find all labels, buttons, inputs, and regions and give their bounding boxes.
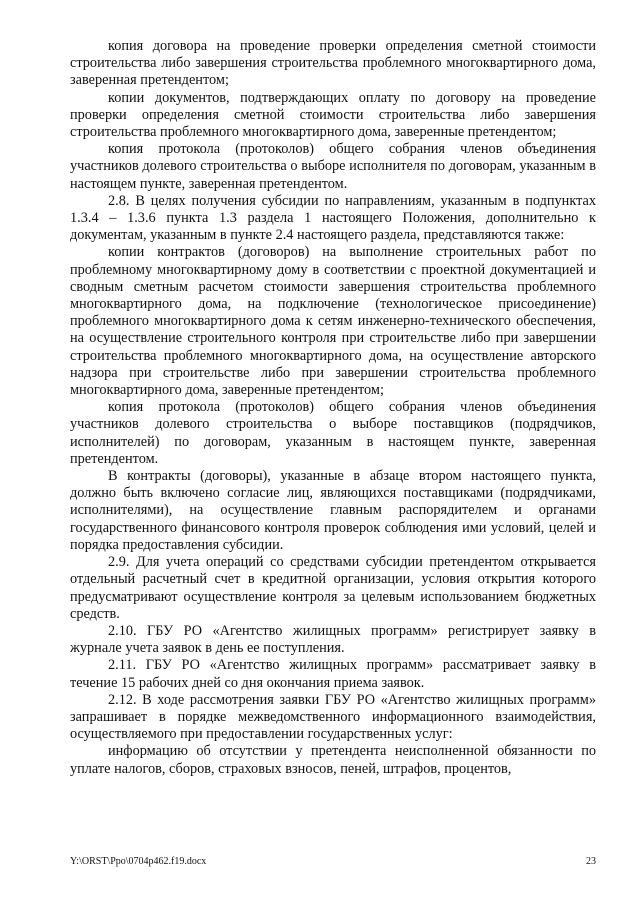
body-paragraph: 2.10. ГБУ РО «Агентство жилищных программ» регистрирует заявку в журнале учета заявок в день ее поступления. xyxy=(70,622,596,657)
body-paragraph: копия протокола (протоколов) общего собрания членов объединения участников долевого строительства о выборе исполнителя по договорам, указанным в настоящем пункте, заверенная претендентом. xyxy=(70,141,596,192)
body-paragraph: копии контрактов (договоров) на выполнение строительных работ по проблемному многоквартирному дому в соответствии с проектной документацией и сводным сметным расчетом стоимости завершения строительства проблемного многоквартирного дома, на подключение (технологическое присоединение) проблемного многоквартирного дома к сетям инженерно-технического обеспечения, на осуществление строительного контроля при строительстве либо при завершении строительства проблемного многоквартирного дома, на осуществление авторского надзора при строительстве либо при завершении строительства проблемного многоквартирного дома, заверенные претендентом; xyxy=(70,244,596,399)
body-paragraph: информацию об отсутствии у претендента неисполненной обязанности по уплате налогов, сборов, страховых взносов, пеней, штрафов, процентов, xyxy=(70,743,596,777)
body-paragraph: копия протокола (протоколов) общего собрания членов объединения участников долевого строительства о выборе поставщиков (подрядчиков, исполнителей) по договорам, указанным в настоящем пункте, заверенная претендентом. xyxy=(70,399,596,467)
body-paragraph: копии документов, подтверждающих оплату по договору на проведение проверки определения сметной стоимости строительства либо завершения строительства проблемного многоквартирного дома, заверенные претендентом; xyxy=(70,89,596,141)
body-paragraph: 2.9. Для учета операций со средствами субсидии претендентом открывается отдельный расчетный счет в кредитной организации, условия открытия которого предусматривают осуществление контроля за целевым использованием бюджетных средств. xyxy=(70,554,596,622)
body-paragraph: 2.8. В целях получения субсидии по направлениям, указанным в подпунктах 1.3.4 – 1.3.6 пункта 1.3 раздела 1 настоящего Положения, дополнительно к документам, указанным в пункте 2.4 настоящего раздела, представляются также: xyxy=(70,192,596,244)
body-paragraph: В контракты (договоры), указанные в абзаце втором настоящего пункта, должно быть включено согласие лиц, являющихся поставщиками (подрядчиками, исполнителями), на осуществление главным распорядителем и органами государственного финансового контроля проверок соблюдения ими условий, целей и порядка предоставления субсидии. xyxy=(70,468,596,553)
body-paragraph: 2.12. В ходе рассмотрения заявки ГБУ РО «Агентство жилищных программ» запрашивает в порядке межведомственного информационного взаимодействия, осуществляемого при предоставлении государственных услуг: xyxy=(70,691,596,743)
body-paragraph: копия договора на проведение проверки определения сметной стоимости строительства либо завершения строительства проблемного многоквартирного дома, заверенная претендентом; xyxy=(70,38,596,89)
document-body xyxy=(70,38,596,778)
footer-file-path: Y:\ORST\Ppo\0704p462.f19.docx xyxy=(70,856,207,867)
footer-page-number: 23 xyxy=(586,856,596,867)
body-paragraph: 2.11. ГБУ РО «Агентство жилищных программ» рассматривает заявку в течение 15 рабочих дней со дня окончания приема заявок. xyxy=(70,657,596,691)
